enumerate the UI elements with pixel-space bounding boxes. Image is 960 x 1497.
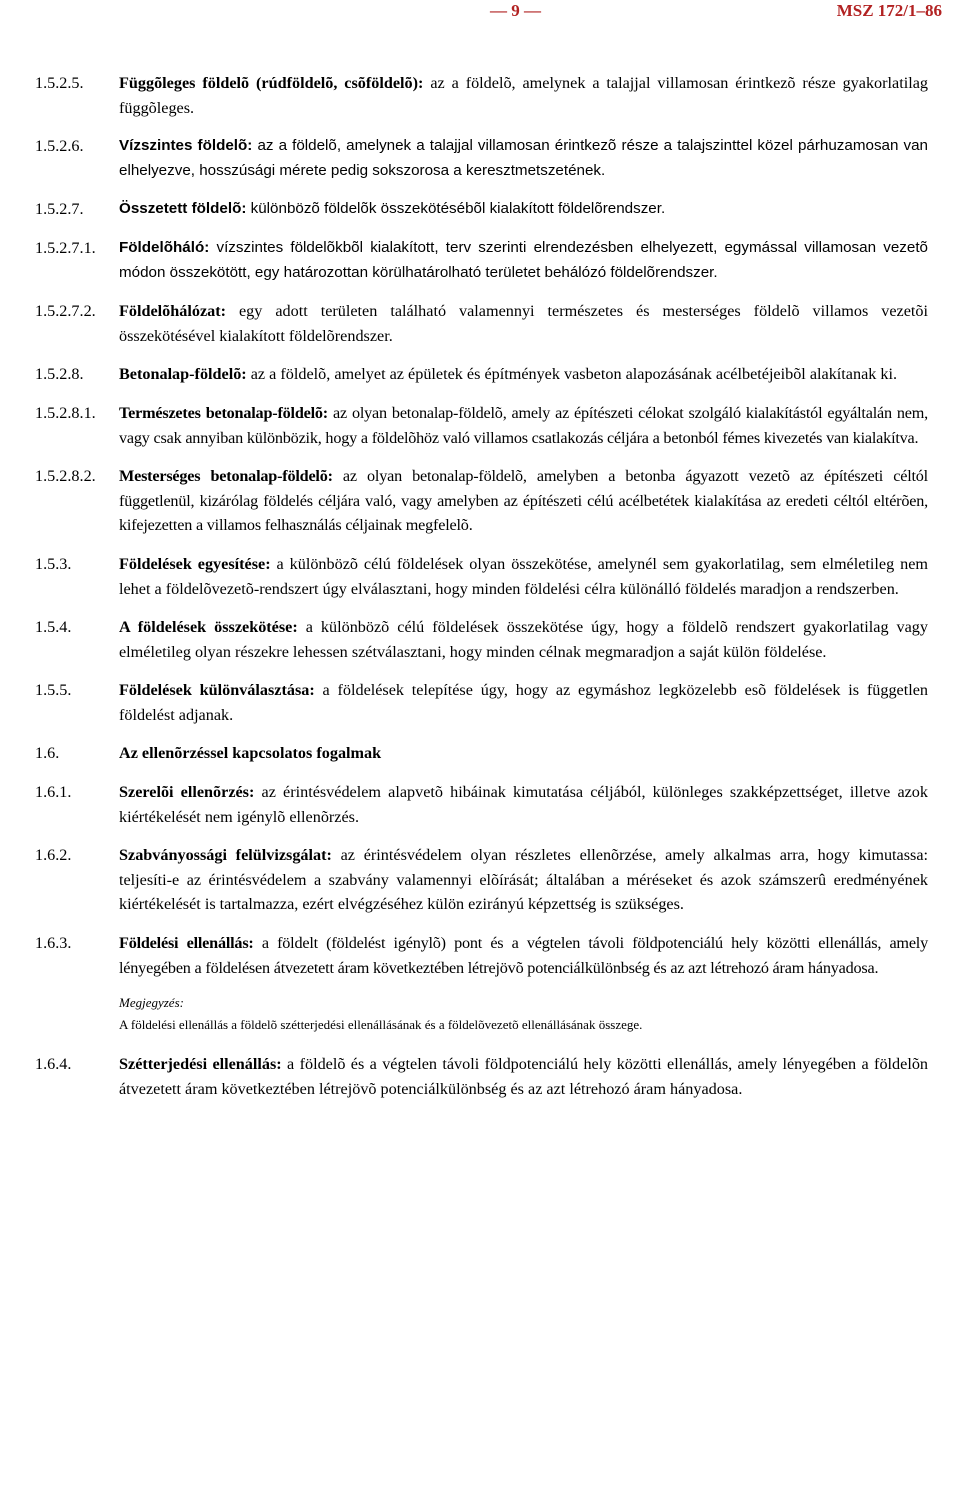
definition-entry bbox=[35, 931, 928, 980]
definition-text bbox=[119, 197, 928, 222]
term: Szabványossági felülvizsgálat: bbox=[119, 846, 332, 865]
section-number: 1.5.2.8. bbox=[35, 365, 84, 384]
definition-text bbox=[119, 552, 928, 601]
note bbox=[119, 992, 928, 1036]
definition-text bbox=[119, 236, 928, 285]
definition-entry bbox=[35, 299, 928, 348]
definition-text bbox=[119, 843, 928, 917]
definition: a földelések telepítése úgy, hogy az egymáshoz legközelebb esõ földelések is független földelést adjanak. bbox=[119, 681, 928, 724]
section-number: 1.5.2.7. bbox=[35, 200, 84, 219]
definition-text bbox=[119, 615, 928, 664]
definition: az a földelõ, amelyet az épületek és építmények vasbeton alapozásának acélbetéjeibõl alakítanak ki. bbox=[246, 365, 898, 384]
section-number: 1.6. bbox=[35, 744, 60, 763]
section-number: 1.5.2.6. bbox=[35, 137, 84, 156]
term: Földelések egyesítése: bbox=[119, 554, 271, 573]
section-number: 1.5.2.7.2. bbox=[35, 302, 96, 321]
page-number: — 9 — bbox=[490, 1, 541, 20]
definition-entry bbox=[35, 401, 928, 450]
section-number: 1.5.2.7.1. bbox=[35, 238, 96, 257]
definition-entry bbox=[35, 1052, 928, 1101]
standard-id: MSZ 172/1–86 bbox=[836, 1, 942, 20]
term: Függõleges földelõ (rúdföldelõ, csõföldelõ): bbox=[119, 74, 424, 92]
section-number: 1.5.3. bbox=[35, 554, 72, 573]
note-title: Megjegyzés: bbox=[119, 995, 184, 1011]
term: Földelési ellenállás: bbox=[119, 934, 254, 953]
term: Földelõhálózat: bbox=[119, 302, 227, 321]
heading-title: Az ellenõrzéssel kapcsolatos fogalmak bbox=[119, 744, 382, 763]
definition: az érintésvédelem olyan részletes ellenõrzése, amely alkalmas arra, hogy kimutassa: teljesíti-e az érintésvédelem a szabvány valamennyi elõírását; általában a méréseket és azok számszerû eredményének kiértékelését is tartalmazza, ezért elvégzéséhez külön ezirányú képzettség is szükséges. bbox=[119, 846, 928, 914]
term: Természetes betonalap-földelõ: bbox=[119, 403, 328, 422]
definition: az a földelõ, amelynek a talajjal villamosan érintkezõ része gyakorlatilag függõleges. bbox=[119, 74, 928, 117]
definition-entry bbox=[35, 780, 928, 829]
section-number: 1.5.2.5. bbox=[35, 74, 84, 92]
definition: az érintésvédelem alapvetõ hibáinak kimutatása céljából, különleges szakképzettséget, illetve azok kiértékelését nem igénylõ ellenõrzés. bbox=[119, 783, 928, 826]
definition-text bbox=[119, 362, 928, 387]
term: Betonalap-földelõ: bbox=[119, 365, 247, 384]
section-number: 1.6.3. bbox=[35, 934, 72, 953]
section-number: 1.5.5. bbox=[35, 681, 72, 700]
definition: a földelt (földelést igénylõ) pont és a végtelen távoli földpotenciálú hely közötti ellenállás, amely lényegében a földelésen átvezetett áram következtében létrejövõ potenciálkülönbség és az azt létrehozó áram hányadosa. bbox=[119, 934, 928, 977]
definition-text bbox=[119, 134, 928, 183]
term: Földelõháló: bbox=[119, 238, 210, 256]
definition-text bbox=[119, 678, 928, 727]
definition-text bbox=[119, 931, 928, 980]
definition: különbözõ földelõk összekötésébõl kialakított földelõrendszer. bbox=[246, 200, 666, 218]
term: Összetett földelõ: bbox=[119, 200, 247, 218]
term: Szétterjedési ellenállás: bbox=[119, 1055, 282, 1074]
term: Szerelõi ellenõrzés: bbox=[119, 783, 255, 802]
definition: a különbözõ célú földelések összekötése úgy, hogy a földelõ rendszert gyakorlatilag vagy elméletileg olyan részekre lehessen szétválasztani, hogy minden célnak megmaradjon a saját külön földelése. bbox=[119, 618, 928, 661]
definition: a különbözõ célú földelések olyan összekötése, amelynél sem gyakorlatilag, sem elméletileg nem lehet a földelõvezetõ-rendszert úgy elválasztani, hogy minden földelési célra különálló földelés maradjon a rendszerben. bbox=[119, 554, 928, 598]
definition: egy adott területen található valamennyi természetes és mesterséges földelõ villamos vezetõi összekötésével kialakított földelõrendszer. bbox=[119, 302, 928, 345]
definition-text bbox=[119, 1052, 928, 1101]
term: Mesterséges betonalap-földelõ: bbox=[119, 467, 333, 486]
section-number: 1.6.1. bbox=[35, 783, 72, 802]
page-header bbox=[0, 0, 960, 22]
term: A földelések összekötése: bbox=[119, 618, 298, 637]
section-number: 1.5.4. bbox=[35, 618, 72, 637]
definition-text bbox=[119, 780, 928, 829]
definition: a földelõ és a végtelen távoli földpotenciálú hely közötti ellenállás, amely lényegében a földelõn átvezetett áram következtében létrejövõ potenciálkülönbség és az azt létrehozó áram hányadosa. bbox=[119, 1055, 928, 1098]
definition-text bbox=[119, 464, 928, 538]
term: Földelések különválasztása: bbox=[119, 681, 315, 700]
document-body bbox=[35, 71, 928, 1115]
definition-entry bbox=[35, 134, 928, 183]
definition: az olyan betonalap-földelõ, amely az építészeti célokat szolgáló kialakítástól egyáltalán nem, vagy csak annyiban különbözik, hogy a földelõhöz való villamos csatlakozás céljára a betonból fémes kivezetés van kialakítva. bbox=[119, 403, 928, 447]
definition-entry bbox=[35, 552, 928, 601]
definition-text bbox=[119, 299, 928, 348]
section-number: 1.5.2.8.2. bbox=[35, 467, 96, 486]
definition-entry bbox=[35, 615, 928, 664]
section-number: 1.6.2. bbox=[35, 846, 72, 865]
section-number: 1.5.2.8.1. bbox=[35, 403, 96, 422]
heading-text bbox=[119, 741, 928, 766]
definition: vízszintes földelõkbõl kialakított, terv szerinti elrendezésben elhelyezett, egymással villamosan vezetõ módon összekötött, egy határozottan körülhatárolható területet behálózó földelõrendszer. bbox=[119, 238, 928, 281]
definition-entry bbox=[35, 236, 928, 285]
section-heading bbox=[35, 741, 928, 766]
definition-entry bbox=[35, 678, 928, 727]
definition-entry bbox=[35, 71, 928, 120]
definition: az olyan betonalap-földelõ, amelyben a betonba ágyazott vezetõ az építészeti céltól függetlenül, kizárólag földelés céljára való, vagy amelyben az építészeti célú acélbetétek kialakítása az eredeti céltól eltérõen, kifejezetten a villamos felhasználás céljainak megfelelõ. bbox=[119, 467, 928, 535]
definition: az a földelõ, amelynek a talajjal villamosan érintkezõ része a talajszinttel közel párhuzamosan van elhelyezve, hosszúsági mérete pedig sokszorosa a keresztmetszetének. bbox=[119, 137, 928, 179]
definition-entry bbox=[35, 843, 928, 917]
term: Vízszintes földelõ: bbox=[119, 137, 253, 155]
definition-entry bbox=[35, 362, 928, 387]
definition-text bbox=[119, 71, 928, 120]
note-text: A földelési ellenállás a földelõ szétterjedési ellenállásának és a földelõvezetõ ellenállásának összege. bbox=[119, 1017, 643, 1033]
section-number: 1.6.4. bbox=[35, 1055, 72, 1074]
definition-entry bbox=[35, 197, 928, 222]
definition-text bbox=[119, 401, 928, 450]
definition-entry bbox=[35, 464, 928, 538]
